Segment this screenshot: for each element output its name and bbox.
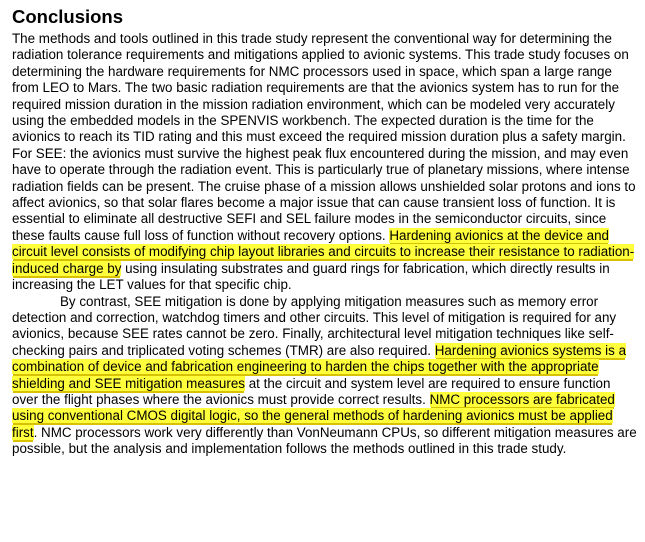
paragraph-2-text-b: at the circuit and system level are required to ensure function over the flight phases where the avionics must provide correct results. — [12, 375, 611, 407]
paragraph-1-text-b: using insulating substrates and guard rings for fabrication, which directly results in increasing the LET values for that specific chip. — [12, 260, 610, 293]
paragraph-1 — [12, 31, 638, 294]
highlight-3: NMC processors are fabricated using conventional CMOS digital logic, so the general methods of hardening avionics must be applied first — [12, 391, 615, 440]
highlight-2: Hardening avionics systems is a combination of device and fabrication engineering to harden the chips together with the appropriate shielding and SEE mitigation measures — [12, 342, 627, 391]
section-heading: Conclusions — [12, 6, 124, 27]
document-page — [12, 6, 638, 458]
paragraph-2 — [12, 294, 638, 458]
paragraph-2-text-c: . NMC processors work very differently than VonNeumann CPUs, so different mitigation measures are possible, but the analysis and implementation follows the methods outlined in this trade study. — [12, 424, 637, 457]
highlight-1: Hardening avionics at the device and circuit level consists of modifying chip layout libraries and circuits to increase their resistance to radiation-induced charge by — [12, 227, 635, 276]
paragraph-2-text-a: By contrast, SEE mitigation is done by applying mitigation measures such as memory error detection and correction, watchdog timers and other circuits. This level of mitigation is required for any avionics, because SEE rates cannot be zero. Finally, architectural level mitigation techniques like self-checking pairs and triplicated voting schemes (TMR) are also required. — [12, 293, 617, 358]
paragraph-1-text-a: The methods and tools outlined in this trade study represent the conventional way for determining the radiation tolerance requirements and mitigations applied to avionic systems. This trade study focuses on determining the hardware requirements for NMC processors used in space, which span a large range from LEO to Mars. The two basic radiation requirements are that the avionics system has to run for the required mission duration in the mission radiation environment, which can be modeled very accurately using the embedded models in the SPENVIS workbench. The expected duration is the time for the avionics to reach its TID rating and this must exceed the required mission duration plus a safety margin. For SEE: the avionics must survive the highest peak flux encountered during the mission, and may even have to operate through the radiation event. This is particularly true of planetary missions, where intense radiation fields can be present. The cruise phase of a mission allows unshielded solar protons and ions to affect avionics, so that solar flares become a major issue that can cause transient loss of function. It is essential to eliminate all destructive SEFI and SEL failure modes in the semiconductor circuits, since these faults cause full loss of function without recovery options. — [12, 31, 636, 243]
